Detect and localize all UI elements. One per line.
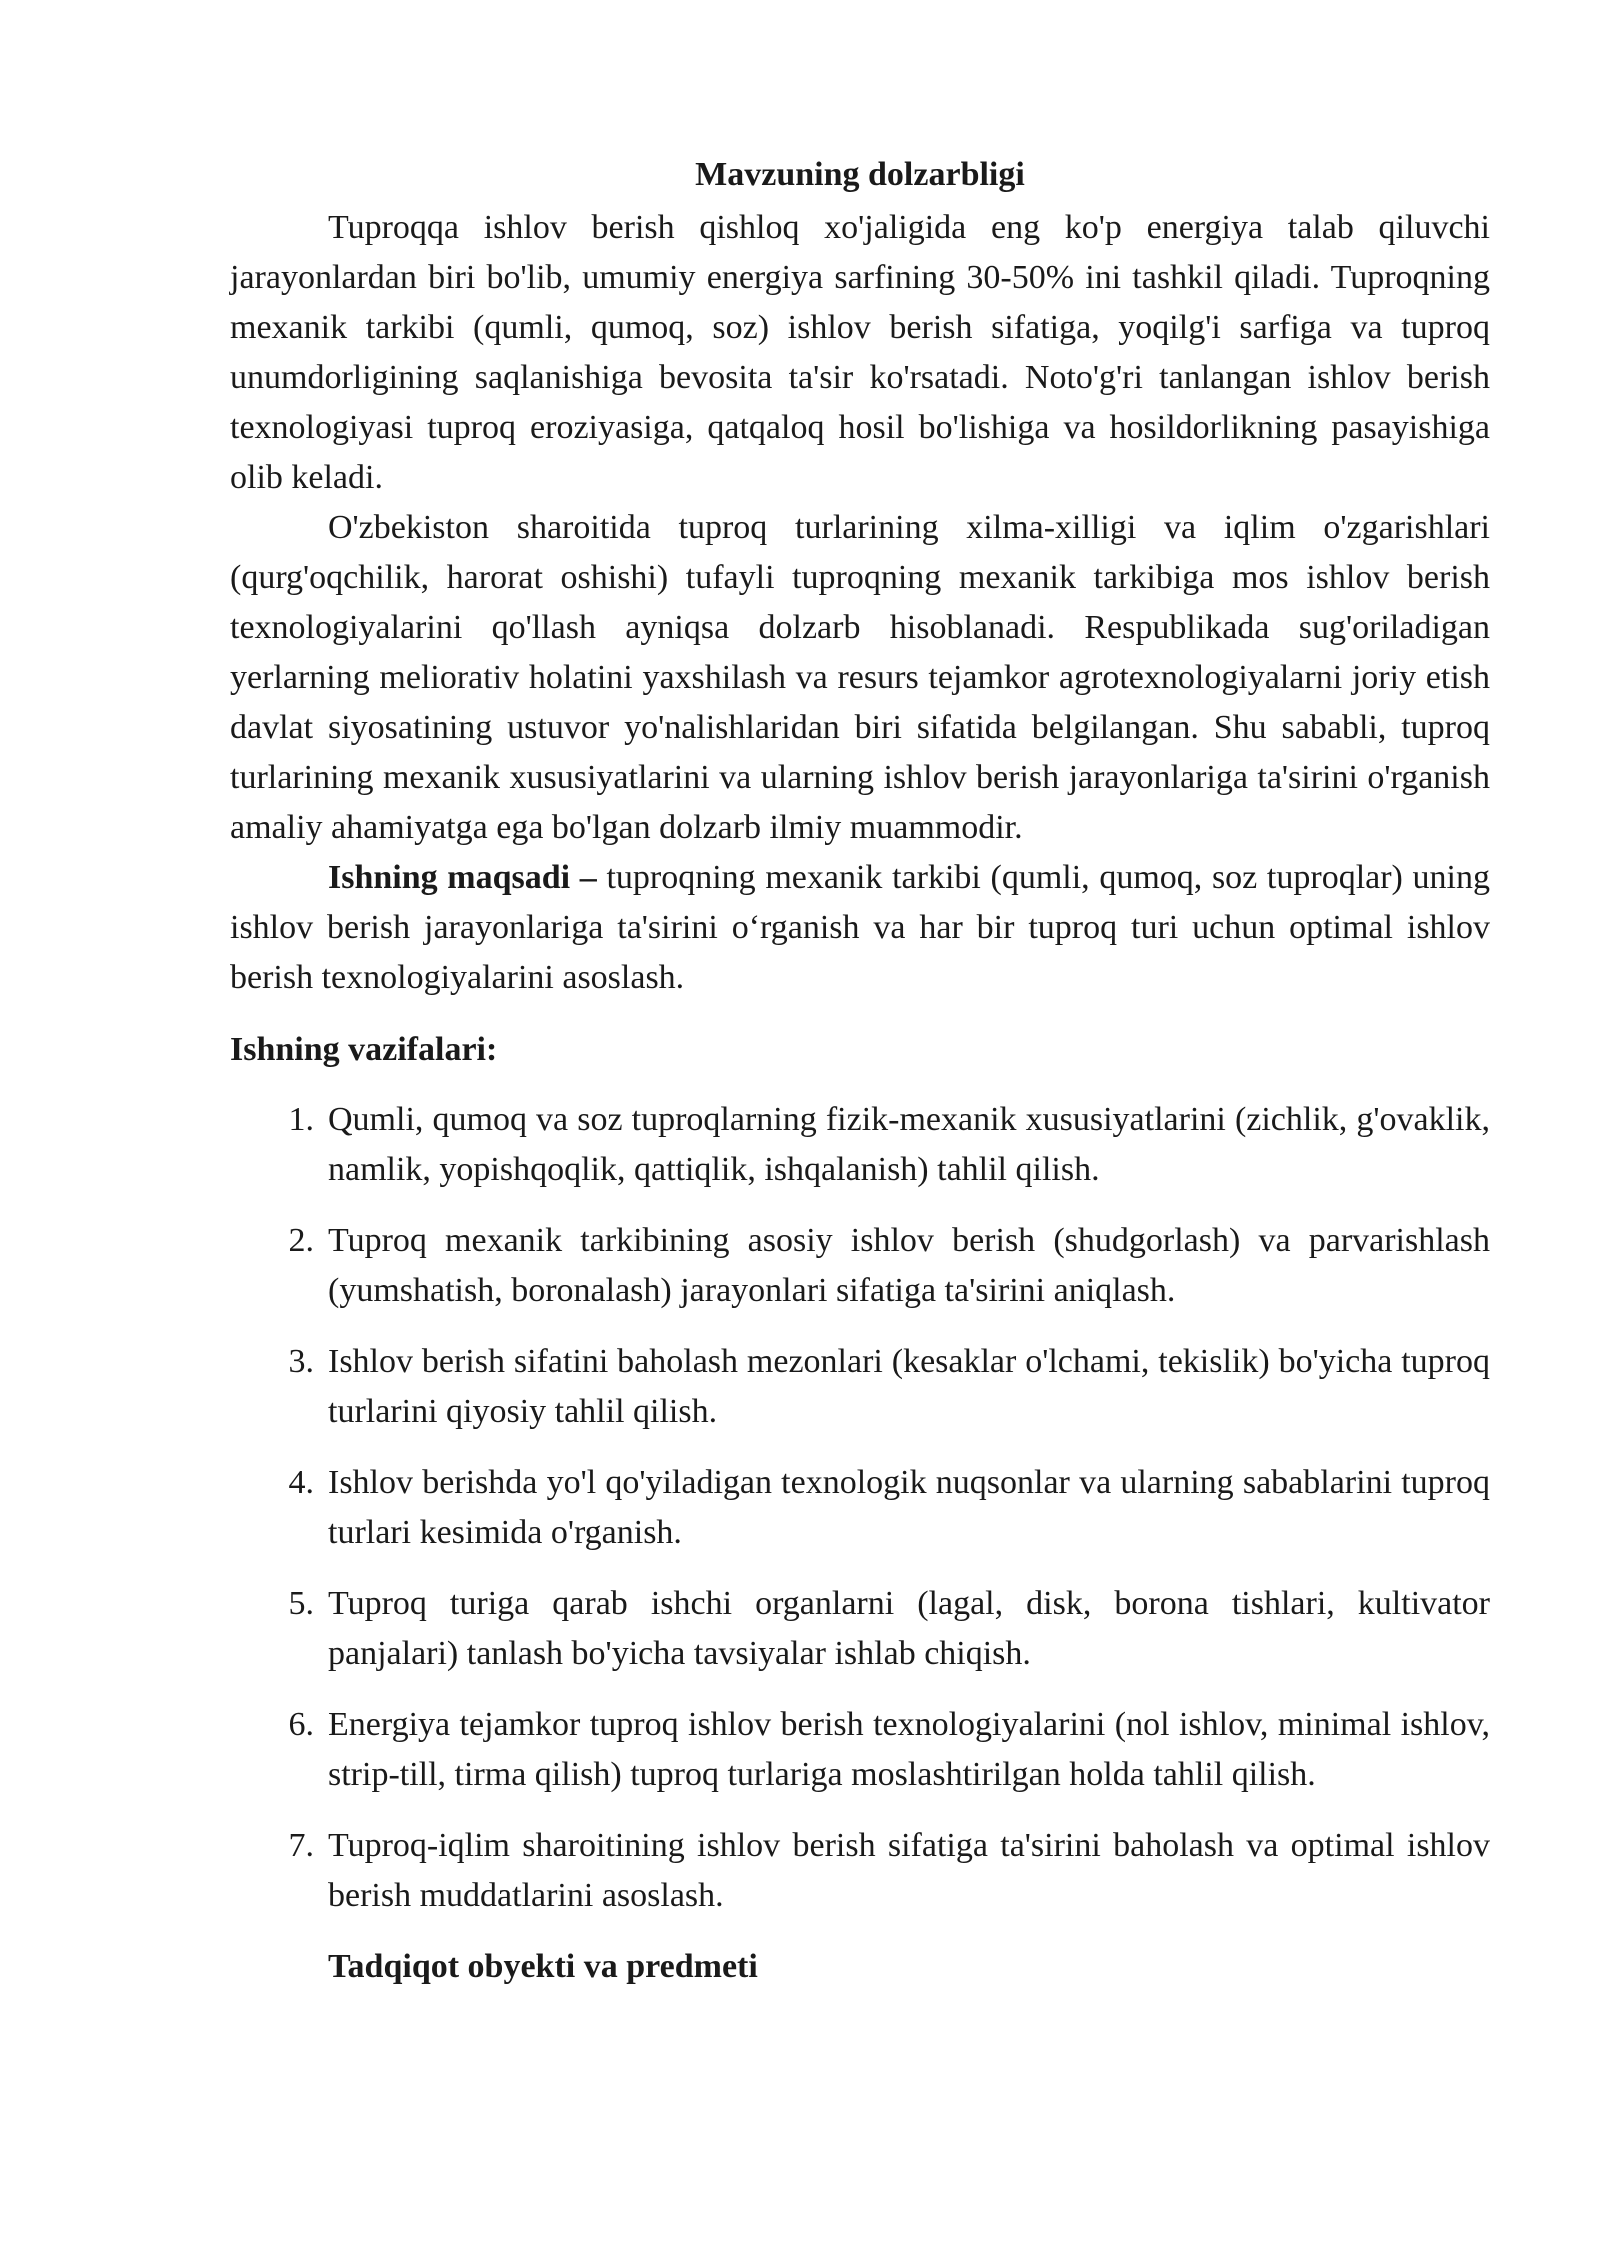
list-item-number: 4. [288,1464,314,1501]
list-item-text: Qumli, qumoq va soz tuproqlarning fizik-mexanik xususiyatlarini (zichlik, g'ovaklik, namlik, yopishqoqlik, qattiqlik, ishqalanish) tahlil qilish. [328,1101,1490,1188]
list-item-text: Energiya tejamkor tuproq ishlov berish texnologiyalarini (nol ishlov, minimal ishlov, strip-till, tirma qilish) tuproq turlariga moslashtirilgan holda tahlil qilish. [328,1706,1490,1793]
goal-paragraph [230,853,1490,1003]
list-item [230,1700,1490,1800]
list-item-number: 3. [288,1343,314,1380]
goal-label: Ishning maqsadi – [328,859,597,896]
relevance-paragraph-2: O'zbekiston sharoitida tuproq turlarining xilma-xilligi va iqlim o'zgarishlari (qurg'oqchilik, harorat oshishi) tufayli tuproqning mexanik tarkibiga mos ishlov berish texnologiyalarini qo'llash ayniqsa dolzarb hisoblanadi. Respublikada sug'oriladigan yerlarning meliorativ holatini yaxshilash va resurs tejamkor agrotexnologiyalarni joriy etish davlat siyosatining ustuvor yo'nalishlaridan biri sifatida belgilangan. Shu sababli, tuproq turlarining mexanik xususiyatlarini va ularning ishlov berish jarayonlariga ta'sirini o'rganish amaliy ahamiyatga ega bo'lgan dolzarb ilmiy muammodir. [230,509,1490,846]
object-heading: Tadqiqot obyekti va predmeti [328,1948,758,1985]
list-item [230,1216,1490,1316]
list-item-number: 2. [288,1222,314,1259]
tasks-heading: Ishning vazifalari: [230,1031,498,1068]
list-item-text: Tuproq-iqlim sharoitining ishlov berish sifatiga ta'sirini baholash va optimal ishlov berish muddatlarini asoslash. [328,1827,1490,1914]
list-item-number: 5. [288,1585,314,1622]
list-item-text: Ishlov berish sifatini baholash mezonlari (kesaklar o'lchami, tekislik) bo'yicha tuproq turlarini qiyosiy tahlil qilish. [328,1343,1490,1430]
task-list [230,1095,1490,1921]
list-item-number: 7. [288,1827,314,1864]
list-item [230,1821,1490,1921]
goal-text: tuproqning mexanik tarkibi (qumli, qumoq, soz tuproqlar) uning ishlov berish jarayonlariga ta'sirini o‘rganish va har bir tuproq turi uchun optimal ishlov berish texnologiyalarini asoslash. [230,859,1490,996]
list-item-text: Tuproq turiga qarab ishchi organlarni (lagal, disk, borona tishlari, kultivator panjalari) tanlash bo'yicha tavsiyalar ishlab chiqish. [328,1585,1490,1672]
list-item [230,1579,1490,1679]
list-item [230,1337,1490,1437]
page-title: Mavzuning dolzarbligi [695,156,1025,193]
list-item-text: Tuproq mexanik tarkibining asosiy ishlov berish (shudgorlash) va parvarishlash (yumshatish, boronalash) jarayonlari sifatiga ta'sirini aniqlash. [328,1222,1490,1309]
list-item-text: Ishlov berishda yo'l qo'yiladigan texnologik nuqsonlar va ularning sabablarini tuproq turlari kesimida o'rganish. [328,1464,1490,1551]
list-item-number: 6. [288,1706,314,1743]
relevance-paragraph-1: Tuproqqa ishlov berish qishloq xo'jaligida eng ko'p energiya talab qiluvchi jarayonlardan biri bo'lib, umumiy energiya sarfining 30-50% ini tashkil qiladi. Tuproqning mexanik tarkibi (qumli, qumoq, soz) ishlov berish sifatiga, yoqilg'i sarfiga va tuproq unumdorligining saqlanishiga bevosita ta'sir ko'rsatadi. Noto'g'ri tanlangan ishlov berish texnologiyasi tuproq eroziyasiga, qatqaloq hosil bo'lishiga va hosildorlikning pasayishiga olib keladi. [230,209,1490,496]
document-page [230,150,1490,1992]
list-item-number: 1. [288,1101,314,1138]
list-item [230,1095,1490,1195]
list-item [230,1458,1490,1558]
